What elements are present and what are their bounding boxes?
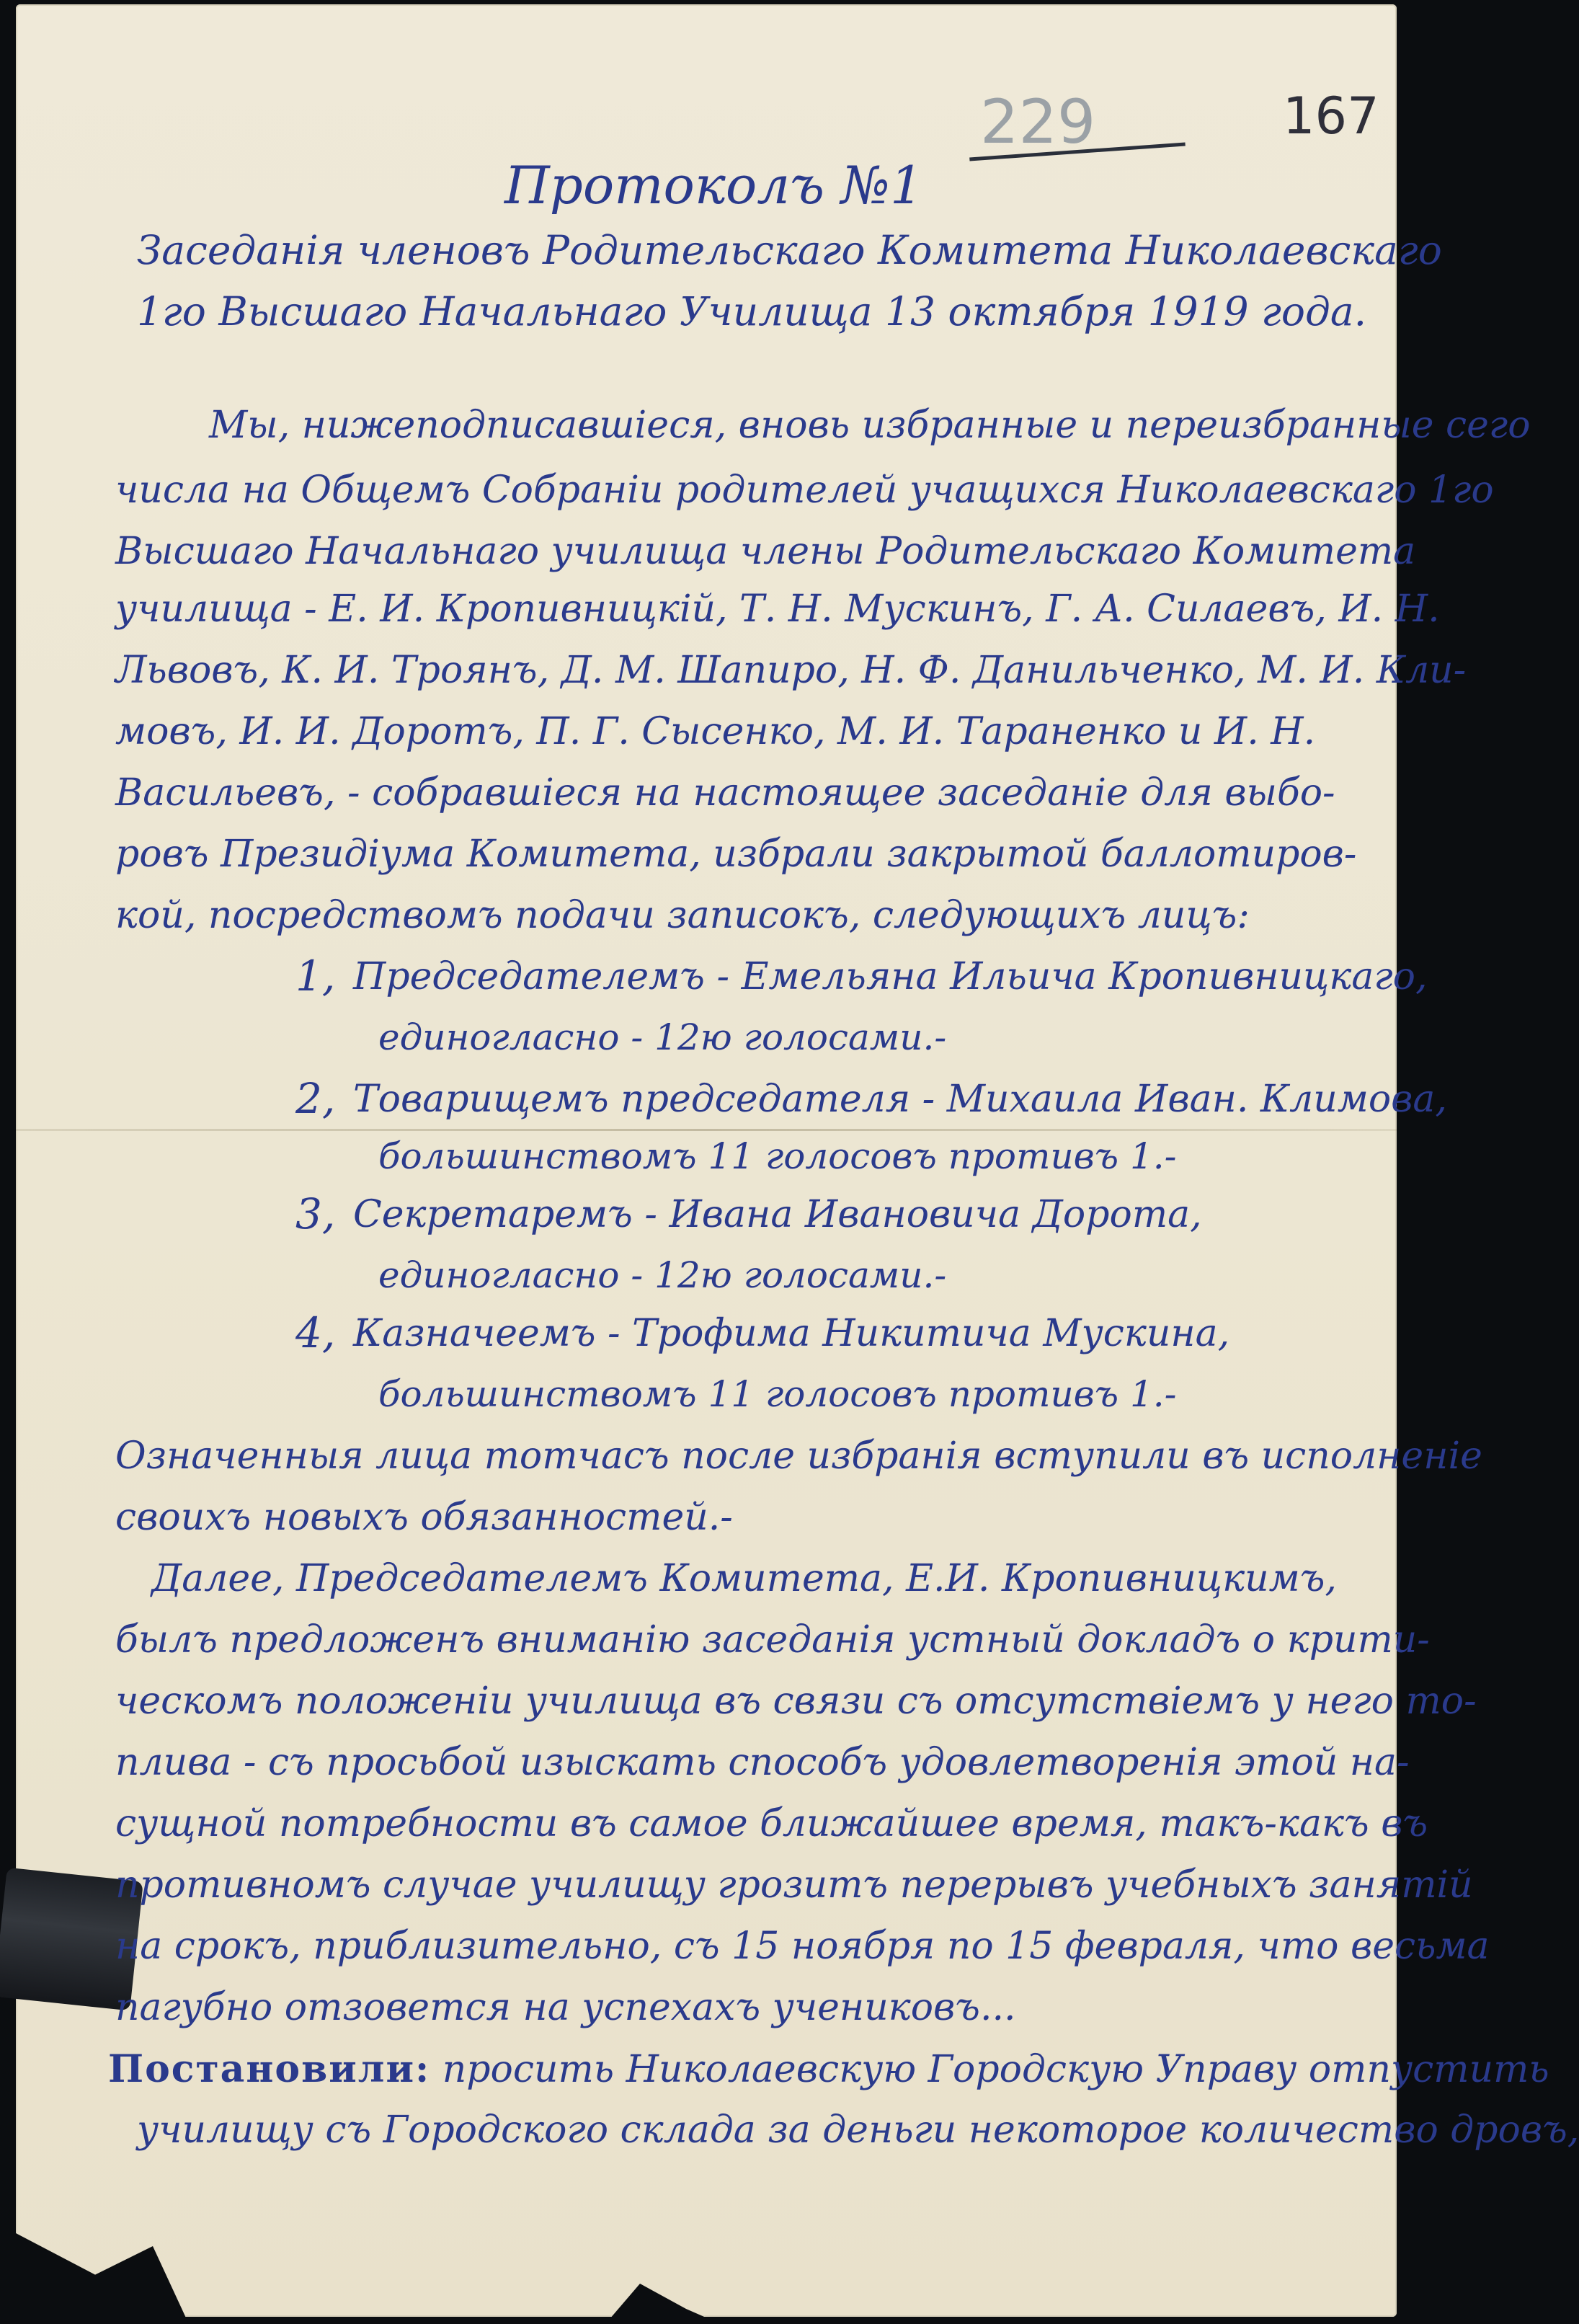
- resolution-line: училищу съ Городского склада за деньги некоторое количество дровъ,: [137, 2108, 1579, 2152]
- report-line: пагубно отзовется на успехахъ учениковъ...: [115, 1986, 1016, 2029]
- item-detail: единогласно - 12ю голосами.-: [378, 1254, 947, 1296]
- archive-number: 229: [980, 87, 1096, 157]
- subtitle-line: Заседанія членовъ Родительскаго Комитета Николаевскаго: [137, 227, 1442, 273]
- report-line: Далее, Председателемъ Комитета, Е.И. Кропивницкимъ,: [151, 1557, 1337, 1600]
- item-line: Секретаремъ - Ивана Ивановича Дорота,: [353, 1193, 1202, 1236]
- item-line: Казначеемъ - Трофима Никитича Мускина,: [353, 1312, 1230, 1355]
- item-detail: большинствомъ 11 голосовъ противъ 1.-: [378, 1135, 1177, 1177]
- item-detail: единогласно - 12ю голосами.-: [378, 1016, 947, 1058]
- report-line: ческомъ положеніи училища въ связи съ отсутствіемъ у него то-: [115, 1680, 1477, 1723]
- item-number: 4,: [295, 1308, 336, 1357]
- item-line: Товарищемъ председателя - Михаила Иван. Климова,: [353, 1078, 1447, 1121]
- report-line: сущной потребности въ самое ближайшее время, такъ-какъ въ: [115, 1802, 1428, 1845]
- resolution-text: просить Николаевскую Городскую Управу отпустить: [442, 2048, 1549, 2091]
- intro-line: Львовъ, К. И. Троянъ, Д. М. Шапиро, Н. Ф. Данильченко, М. И. Кли-: [115, 649, 1467, 692]
- page-number: 167: [1283, 87, 1379, 146]
- intro-line: Мы, нижеподписавшіеся, вновь избранные и переизбранные сего: [209, 404, 1531, 447]
- item-line: Председателемъ - Емельяна Ильича Кропивницкаго,: [353, 955, 1428, 998]
- item-detail: большинствомъ 11 голосовъ противъ 1.-: [378, 1373, 1177, 1415]
- body-line: своихъ новыхъ обязанностей.-: [115, 1496, 733, 1539]
- report-line: на срокъ, приблизительно, съ 15 ноября по 15 февраля, что весьма: [115, 1925, 1490, 1968]
- body-line: Означенныя лица тотчасъ после избранія вступили въ исполненіе: [115, 1434, 1482, 1478]
- intro-line: кой, посредствомъ подачи записокъ, следующихъ лицъ:: [115, 894, 1250, 937]
- intro-line: ровъ Президіума Комитета, избрали закрытой баллотиров-: [115, 833, 1357, 876]
- subtitle-line: 1го Высшаго Начальнаго Училища 13 октября 1919 года.: [137, 288, 1367, 334]
- item-number: 3,: [295, 1189, 336, 1238]
- report-line: противномъ случае училищу грозитъ перерывъ учебныхъ занятій: [115, 1863, 1473, 1907]
- intro-line: мовъ, И. И. Доротъ, П. Г. Сысенко, М. И. Тараненко и И. Н.: [115, 710, 1316, 753]
- intro-line: училища - Е. И. Кропивницкій, Т. Н. Мускинъ, Г. А. Силаевъ, И. Н.: [115, 587, 1440, 631]
- resolution-label: Постановили:: [108, 2047, 431, 2091]
- intro-line: числа на Общемъ Собраніи родителей учащихся Николаевскаго 1го: [115, 469, 1494, 512]
- resolution-line: [108, 2047, 1549, 2091]
- item-number: 2,: [295, 1074, 336, 1123]
- item-number: 1,: [295, 952, 336, 1001]
- report-line: плива - съ просьбой изыскать способъ удовлетворенія этой на-: [115, 1741, 1410, 1784]
- intro-line: Высшаго Начальнаго училища члены Родительскаго Комитета: [115, 530, 1416, 573]
- report-line: былъ предложенъ вниманію заседанія устный докладъ о крити-: [115, 1618, 1430, 1662]
- document-title: Протоколъ №1: [504, 155, 923, 216]
- intro-line: Васильевъ, - собравшіеся на настоящее заседаніе для выбо-: [115, 771, 1335, 815]
